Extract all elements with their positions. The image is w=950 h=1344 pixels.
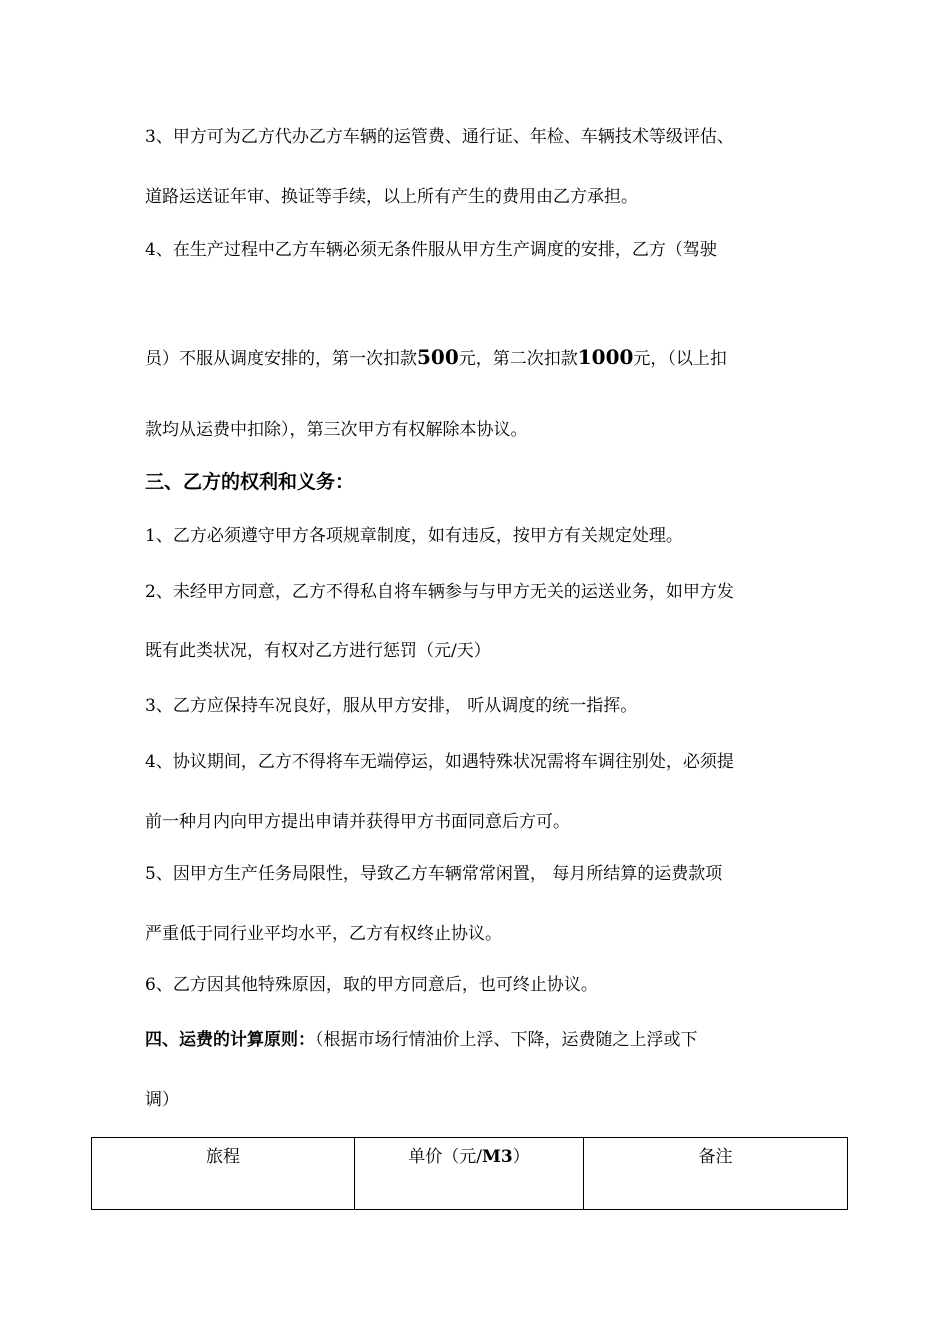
- table-row: [92, 1138, 848, 1210]
- header-unit-symbol: M3: [482, 1147, 513, 1167]
- clause-3-2-line-1: 2、未经甲方同意，乙方不得私自将车辆参与与甲方无关的运送业务，如甲方发: [145, 582, 734, 602]
- header-route: 旅程: [92, 1138, 355, 1210]
- header-remarks: 备注: [584, 1138, 848, 1210]
- fee-table: [91, 1137, 848, 1210]
- clause-2-3-line-2: 道路运送证年审、换证等手续，以上所有产生的费用由乙方承担。: [145, 187, 638, 207]
- section-4-heading-line: [145, 1028, 698, 1052]
- clause-3-4-line-1: 4、协议期间，乙方不得将车无端停运，如遇特殊状况需将车调往别处，必须提: [145, 752, 734, 772]
- clause-2-4-line-3: 款均从运费中扣除），第三次甲方有权解除本协议。: [145, 420, 528, 440]
- section-4-heading: 四、运费的计算原则：: [145, 1030, 315, 1050]
- clause-2-3-line-1: 3、甲方可为乙方代办乙方车辆的运管费、通行证、年检、车辆技术等级评估、: [145, 127, 734, 147]
- clause-3-5-line-2: 严重低于同行业平均水平，乙方有权终止协议。: [145, 924, 502, 944]
- header-unit-price-text: 单价（元/: [408, 1147, 483, 1167]
- clause-3-1: 1、乙方必须遵守甲方各项规章制度，如有违反，按甲方有关规定处理。: [145, 526, 683, 546]
- clause-2-4-text-a: 员）不服从调度安排的，第一次扣款: [145, 349, 417, 369]
- clause-3-3: 3、乙方应保持车况良好，服从甲方安排， 听从调度的统一指挥。: [145, 696, 638, 716]
- section-4-note: （根据市场行情油价上浮、下降，运费随之上浮或下: [315, 1030, 698, 1050]
- clause-3-4-line-2: 前一种月内向甲方提出申请并获得甲方书面同意后方可。: [145, 812, 570, 832]
- section-4-note-line-2: 调）: [145, 1090, 179, 1110]
- clause-2-4-line-1: 4、在生产过程中乙方车辆必须无条件服从甲方生产调度的安排，乙方（驾驶: [145, 240, 717, 260]
- header-unit-price: [355, 1138, 584, 1210]
- header-unit-close: ）: [512, 1147, 530, 1167]
- first-deduction-amount: 500: [417, 345, 459, 369]
- section-3-heading: 三、乙方的权利和义务：: [145, 471, 355, 493]
- clause-2-4-text-b: 元，第二次扣款: [458, 349, 578, 369]
- clause-3-2-line-2: 既有此类状况，有权对乙方进行惩罚（元/天）: [145, 641, 491, 661]
- clause-2-4-text-c: 元，（以上扣: [633, 349, 727, 369]
- clause-3-5-line-1: 5、因甲方生产任务局限性，导致乙方车辆常常闲置， 每月所结算的运费款项: [145, 864, 723, 884]
- clause-2-4-line-2: [145, 345, 727, 371]
- clause-3-6: 6、乙方因其他特殊原因，取的甲方同意后，也可终止协议。: [145, 975, 598, 995]
- second-deduction-amount: 1000: [577, 345, 634, 369]
